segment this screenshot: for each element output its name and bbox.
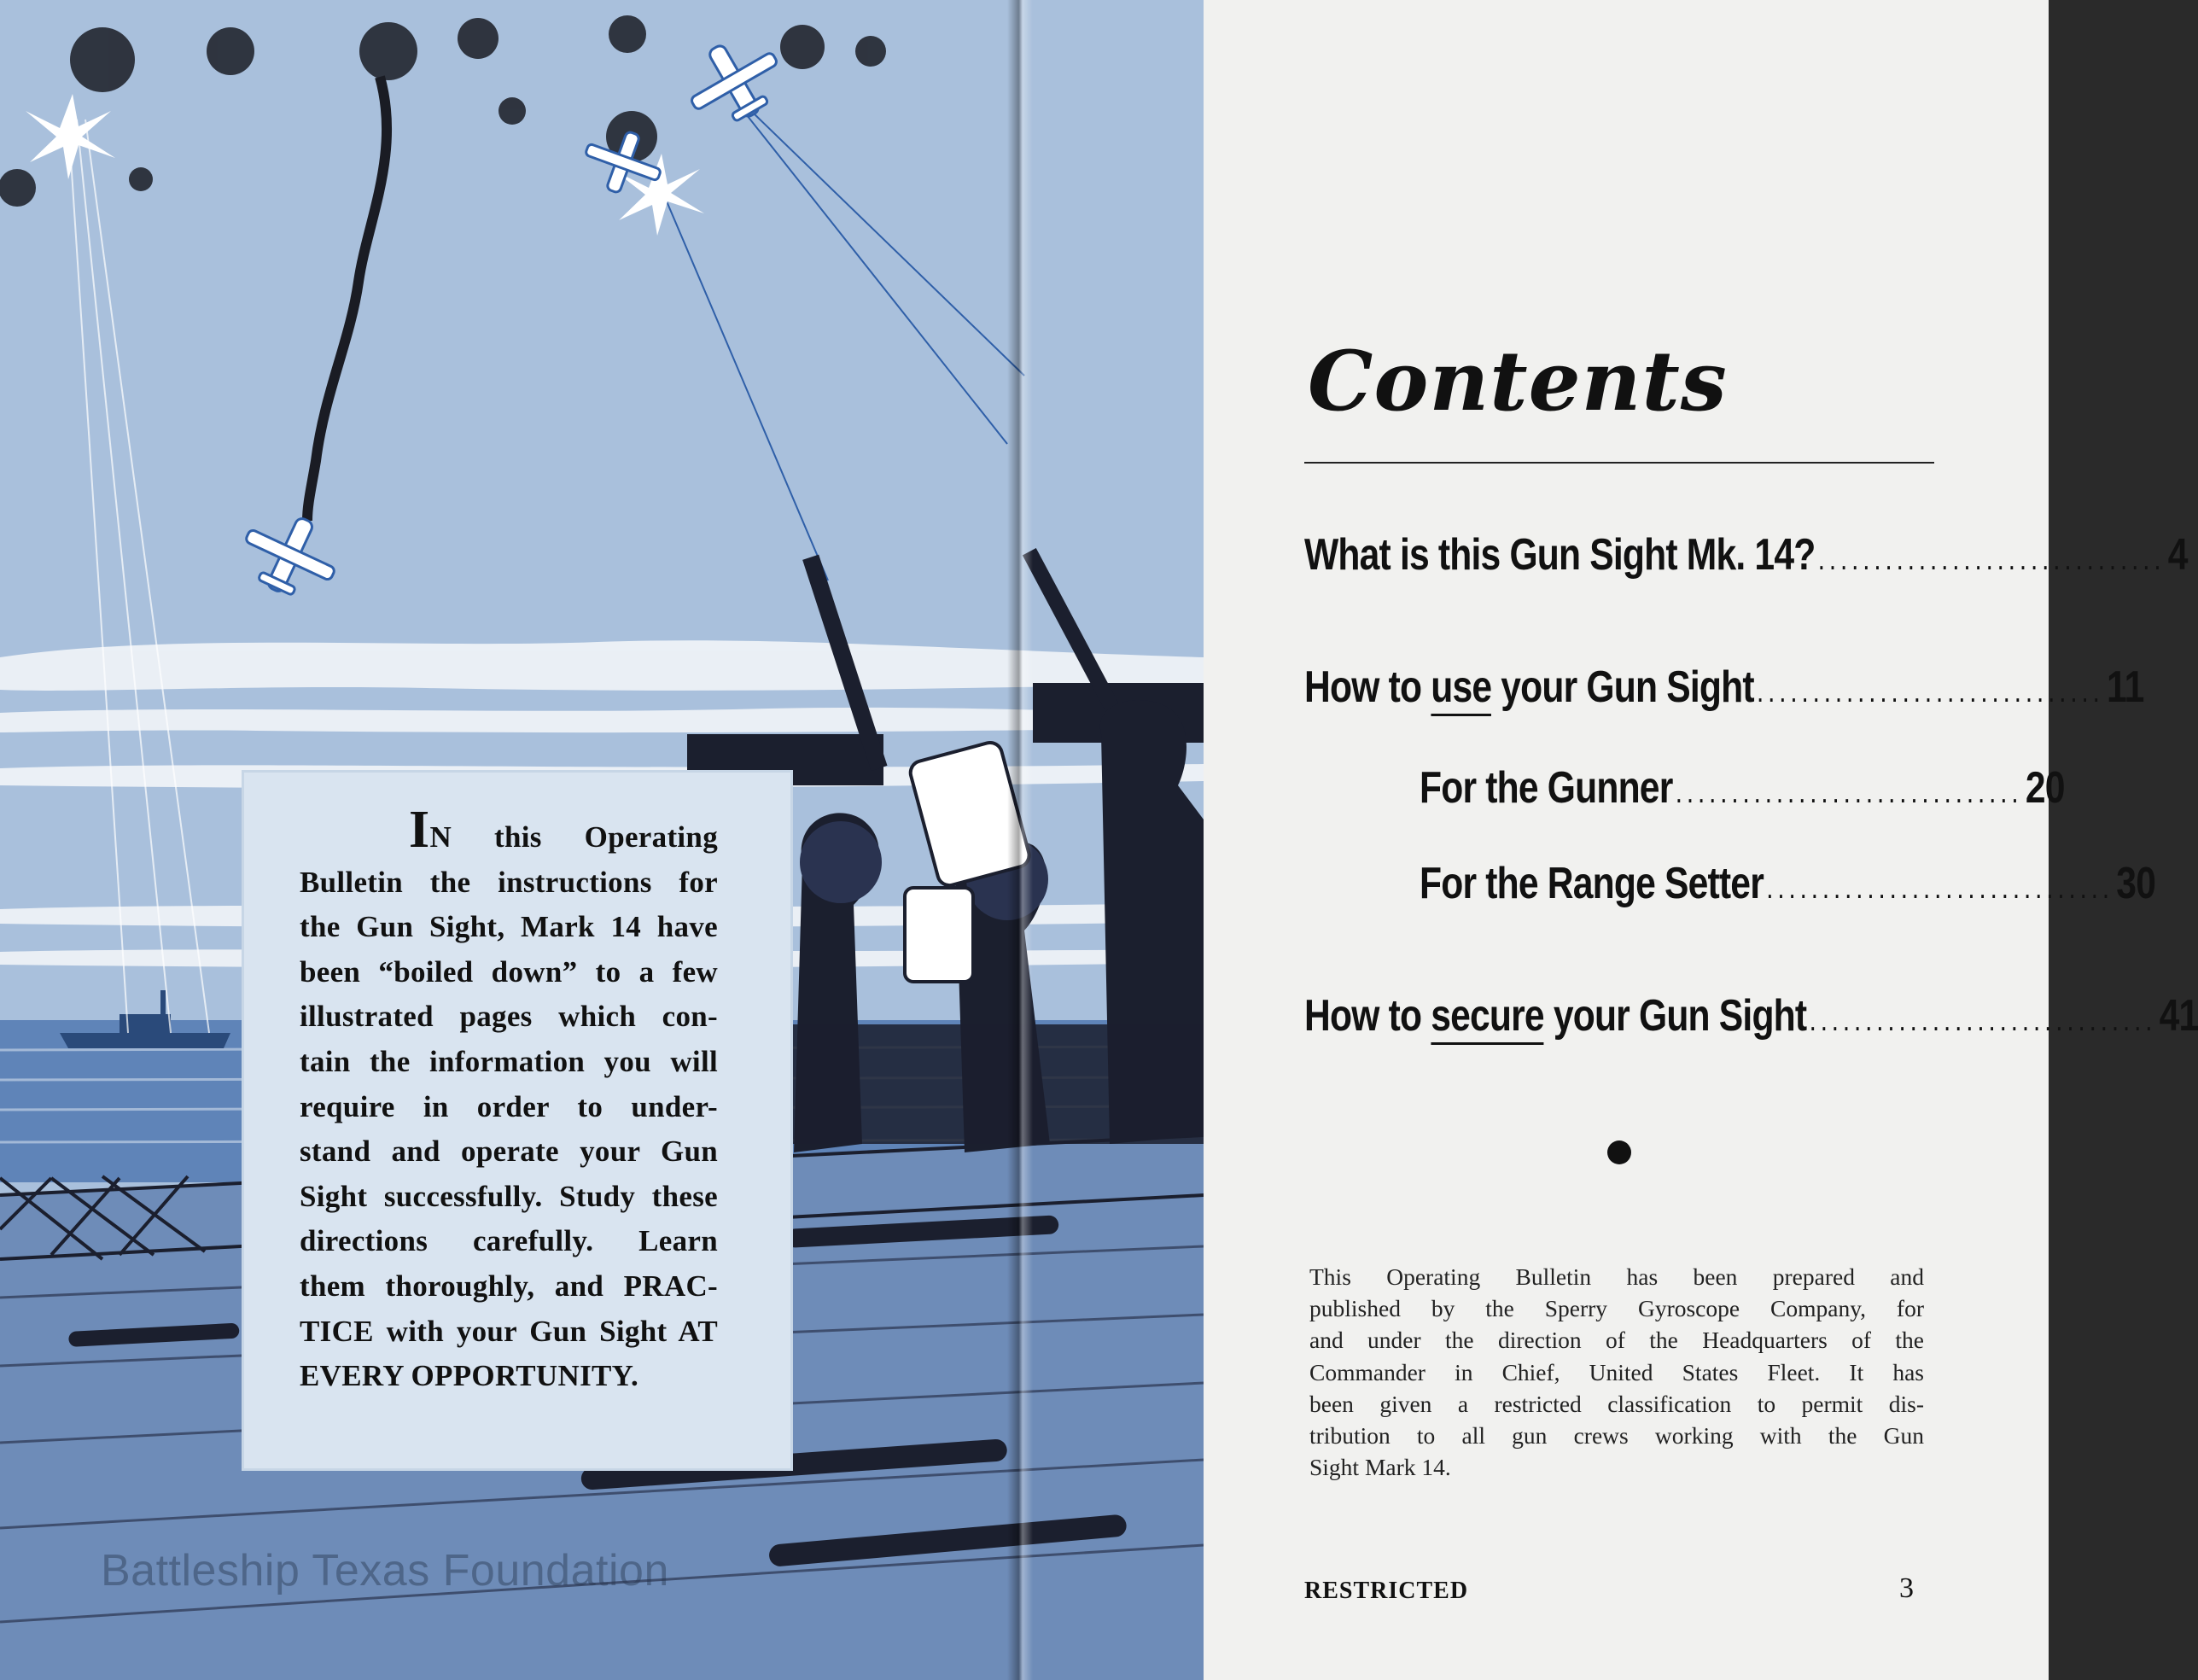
intro-line: require in order to under- bbox=[300, 1089, 718, 1123]
intro-text-box bbox=[244, 773, 790, 1468]
toc-entry-how-to-secure[interactable] bbox=[1304, 990, 2198, 1041]
toc-entry-what-is[interactable] bbox=[1304, 529, 2188, 580]
note-line: Commander in Chief, United States Fleet. It has bbox=[1309, 1358, 1924, 1385]
intro-line: Bulletin the instructions for bbox=[300, 865, 718, 899]
intro-line: Sight successfully. Study these bbox=[300, 1179, 718, 1213]
watermark: Battleship Texas Foundation bbox=[101, 1546, 669, 1595]
intro-line: the Gun Sight, Mark 14 have bbox=[300, 910, 718, 944]
intro-line: been “boiled down” to a few bbox=[300, 954, 718, 989]
intro-line: N this Operating bbox=[429, 820, 718, 854]
classification-label: RESTRICTED bbox=[1304, 1578, 1469, 1604]
distant-ship bbox=[60, 1033, 230, 1048]
intro-first-line bbox=[300, 801, 718, 860]
toc-leader: ............................... bbox=[1675, 774, 2023, 809]
toc-entry-gunner[interactable] bbox=[1420, 762, 2065, 814]
note-line: This Operating Bulletin has been prepared and bbox=[1309, 1263, 1924, 1290]
book-spine bbox=[1007, 0, 1033, 1680]
title-rule bbox=[1304, 462, 1934, 464]
intro-line: illustrated pages which con- bbox=[300, 1000, 718, 1034]
note-line: and under the direction of the Headquarters of the bbox=[1309, 1327, 1924, 1354]
toc-page-number: 41 bbox=[2159, 991, 2198, 1041]
toc-leader: ............................... bbox=[1809, 1002, 2157, 1037]
intro-paragraph bbox=[300, 801, 718, 1399]
note-line: tribution to all gun crews working with the Gun bbox=[1309, 1422, 1924, 1450]
note-line: published by the Sperry Gyroscope Company, for bbox=[1309, 1295, 1924, 1322]
intro-line: TICE with your Gun Sight AT bbox=[300, 1314, 718, 1348]
toc-page-number: 11 bbox=[2107, 662, 2144, 712]
section-bullet bbox=[1607, 1140, 1631, 1164]
toc-leader: ............................... bbox=[1757, 674, 2104, 709]
drop-cap: I bbox=[409, 801, 430, 859]
contents-page bbox=[1204, 0, 2198, 1680]
note-line: been given a restricted classification to permit dis- bbox=[1309, 1390, 1924, 1417]
toc-label: What is this Gun Sight Mk. 14? bbox=[1304, 530, 1816, 580]
publication-note bbox=[1309, 1261, 1924, 1483]
toc-entry-range-setter[interactable] bbox=[1420, 858, 2156, 909]
page-number: 3 bbox=[1899, 1572, 1914, 1604]
toc-label: How to use your Gun Sight bbox=[1304, 662, 1754, 713]
toc-page-number: 20 bbox=[2025, 763, 2065, 813]
toc-leader: ............................... bbox=[1766, 870, 2114, 905]
intro-line: them thoroughly, and PRAC- bbox=[300, 1269, 718, 1303]
intro-line: directions carefully. Learn bbox=[300, 1224, 718, 1258]
intro-line: stand and operate your Gun bbox=[300, 1135, 718, 1169]
toc-label: For the Gunner bbox=[1420, 763, 1673, 813]
intro-line: tain the information you will bbox=[300, 1044, 718, 1078]
toc-entry-how-to-use[interactable] bbox=[1304, 662, 2144, 713]
toc-page-number: 30 bbox=[2116, 859, 2156, 908]
intro-line: EVERY OPPORTUNITY. bbox=[300, 1359, 639, 1393]
toc-label: For the Range Setter bbox=[1420, 859, 1764, 908]
toc-page-number: 4 bbox=[2167, 530, 2188, 580]
toc-leader: ............................... bbox=[1817, 541, 2166, 576]
note-line: Sight Mark 14. bbox=[1309, 1454, 1451, 1481]
contents-title: Contents bbox=[1308, 333, 1728, 429]
toc-label: How to secure your Gun Sight bbox=[1304, 990, 1806, 1041]
